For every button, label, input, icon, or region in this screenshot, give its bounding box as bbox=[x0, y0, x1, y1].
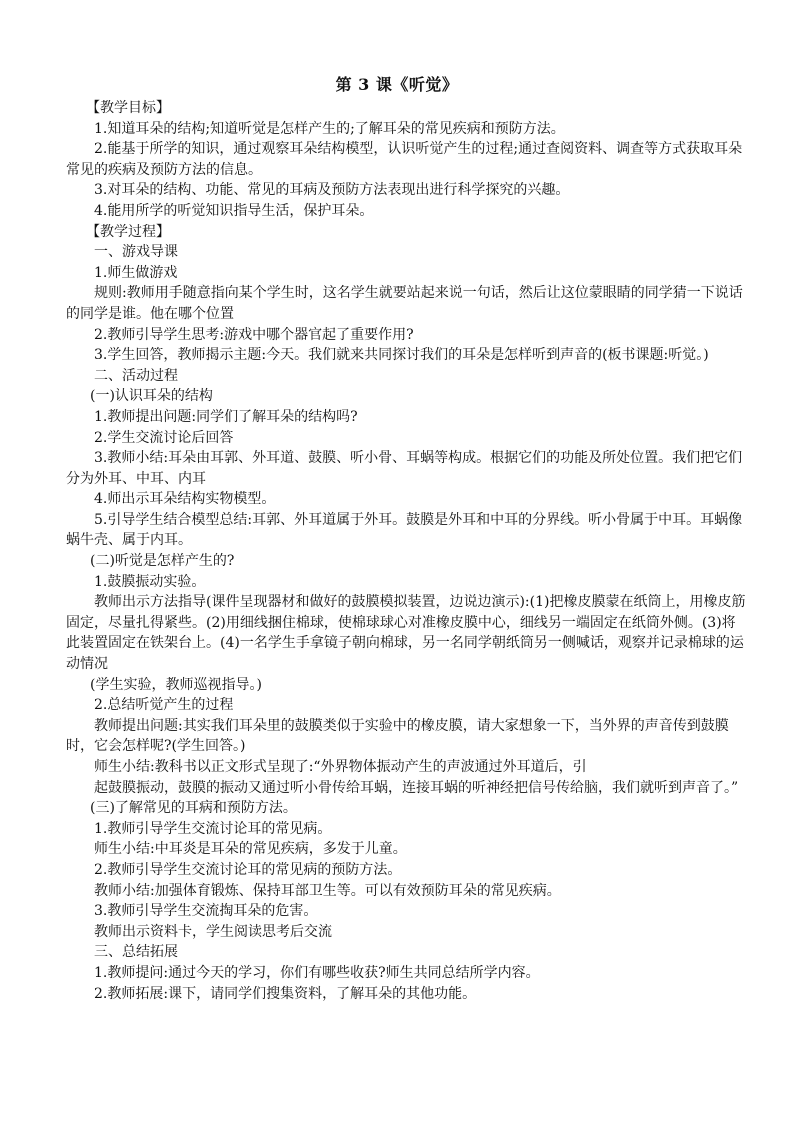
paragraph: 教师出示资料卡，学生阅读思考后交流 bbox=[94, 923, 332, 940]
document-body bbox=[66, 98, 746, 1004]
paragraph: 1.知道耳朵的结构;知道听觉是怎样产生的;了解耳朵的常见疾病和预防方法。 bbox=[94, 120, 565, 137]
paragraph: (二)听觉是怎样产生的? bbox=[90, 553, 235, 570]
paragraph: 4.师出示耳朵结构实物模型。 bbox=[94, 491, 276, 508]
paragraph: 4.能用所学的听觉知识指导生活，保护耳朵。 bbox=[94, 202, 374, 219]
paragraph: 1.教师引导学生交流讨论耳的常见病。 bbox=[94, 820, 332, 837]
paragraph: 5.引导学生结合模型总结:耳郭、外耳道属于外耳。鼓膜是外耳和中耳的分界线。听小骨属于中耳。耳蜗像蜗牛壳、属于内耳。 bbox=[66, 511, 743, 549]
paragraph: 起鼓膜振动，鼓膜的振动又通过听小骨传给耳蜗，连接耳蜗的听神经把信号传给脑，我们就听到声音了。” bbox=[94, 779, 739, 796]
paragraph: 师生小结:中耳炎是耳朵的常见疾病，多发于儿童。 bbox=[94, 841, 407, 858]
paragraph: 3.学生回答，教师揭示主题:今天。我们就来共同探讨我们的耳朵是怎样听到声音的(板书课题:听觉。) bbox=[94, 347, 709, 364]
paragraph: 一、游戏导课 bbox=[94, 244, 178, 261]
paragraph: 二、活动过程 bbox=[94, 367, 178, 384]
paragraph: 规则:教师用手随意指向某个学生时，这名学生就要站起来说一句话，然后让这位蒙眼睛的同学猜一下说话的同学是谁。他在哪个位置 bbox=[66, 285, 743, 322]
paragraph: 2.教师拓展:课下，请同学们搜集资料，了解耳朵的其他功能。 bbox=[94, 985, 477, 1002]
paragraph: 【教学过程】 bbox=[86, 223, 170, 240]
paragraph: 三、总结拓展 bbox=[94, 944, 178, 961]
paragraph: 1.教师提问:通过今天的学习，你们有哪些收获?师生共同总结所学内容。 bbox=[94, 964, 540, 981]
paragraph: (三)了解常见的耳病和预防方法。 bbox=[90, 800, 297, 817]
paragraph: 3.教师小结:耳朵由耳郭、外耳道、鼓膜、听小骨、耳蜗等构成。根据它们的功能及所处位置。我们把它们分为外耳、中耳、内耳 bbox=[66, 450, 743, 487]
paragraph: 2.教师引导学生交流讨论耳的常见病的预防方法。 bbox=[94, 861, 402, 878]
paragraph: 教师出示方法指导(课件呈现器材和做好的鼓膜模拟装置，边说边演示):(1)把橡皮膜蒙在纸筒上，用橡皮筋固定，尽量扎得紧些。(2)用细线捆住棉球，使棉球球心对准橡皮膜中心，细线另一端固定在纸筒外侧。(3)将此装置固定在铁架台上。(4)一名学生手拿镜子朝向棉球，另一名同学朝纸筒另一侧喊话，观察并记录棉球的运动情况 bbox=[66, 594, 746, 673]
paragraph: 1.师生做游戏 bbox=[94, 264, 178, 281]
paragraph: 3.对耳朵的结构、功能、常见的耳病及预防方法表现出进行科学探究的兴趣。 bbox=[94, 182, 570, 199]
paragraph: 3.教师引导学生交流掏耳朵的危害。 bbox=[94, 903, 318, 920]
paragraph: (一)认识耳朵的结构 bbox=[90, 388, 213, 405]
paragraph: 教师小结:加强体育锻炼、保持耳部卫生等。可以有效预防耳朵的常见疾病。 bbox=[94, 882, 561, 899]
paragraph: 2.学生交流讨论后回答 bbox=[94, 429, 234, 446]
paragraph: 2.教师引导学生思考:游戏中哪个器官起了重要作用? bbox=[94, 326, 414, 343]
paragraph: 1.鼓膜振动实验。 bbox=[94, 573, 206, 590]
paragraph: 【教学目标】 bbox=[86, 100, 170, 116]
paragraph: (学生实验，教师巡视指导。) bbox=[90, 676, 262, 693]
paragraph: 师生小结:教科书以正文形式呈现了:“外界物体振动产生的声波通过外耳道后，引 bbox=[94, 759, 587, 775]
paragraph: 1.教师提出问题:同学们了解耳朵的结构吗? bbox=[94, 408, 358, 425]
page-title: 第 3 课《听觉》 bbox=[335, 75, 459, 94]
paragraph: 2.总结听觉产生的过程 bbox=[94, 697, 234, 714]
paragraph: 教师提出问题:其实我们耳朵里的鼓膜类似于实验中的橡皮膜，请大家想象一下，当外界的声音传到鼓膜时，它会怎样呢?(学生回答。) bbox=[66, 717, 729, 755]
paragraph: 2.能基于所学的知识，通过观察耳朵结构模型，认识听觉产生的过程;通过查阅资料、调查等方式获取耳朵常见的疾病及预防方法的信息。 bbox=[66, 141, 743, 178]
